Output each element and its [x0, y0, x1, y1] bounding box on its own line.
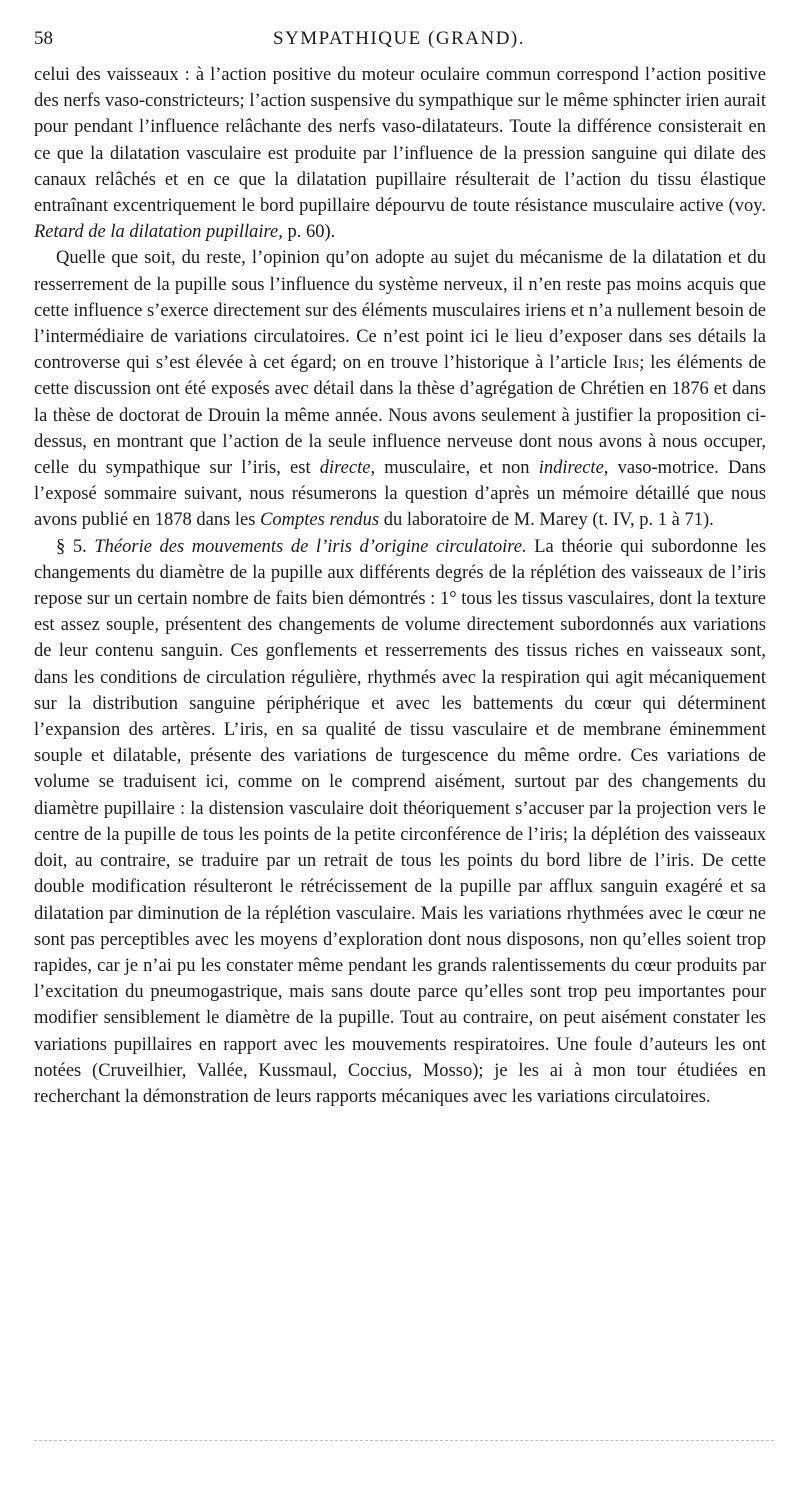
- publication-title: Comptes rendus: [260, 510, 380, 531]
- paragraph-2-text-d: , vaso-motrice. Dans l’exposé sommaire suivant, nous résumerons la question d’après un mémoire détaillé que nous avons publié en 1878 dans les: [34, 458, 767, 531]
- cross-reference: Retard de la dilatation pupillaire,: [34, 222, 283, 243]
- paragraph-2-text-c: , musculaire, et non: [370, 458, 539, 479]
- paragraph-2-text-e: du laboratoire de M. Marey (t. IV, p. 1 à 71).: [379, 510, 714, 531]
- term-directe: directe: [319, 458, 371, 479]
- footer-rule: [34, 1440, 774, 1441]
- paragraph-1: [34, 62, 766, 245]
- paragraph-3-text: La théorie qui subordonne les changements du diamètre de la pupille aux différents degrés de la réplétion des vaisseaux de l’iris repose sur un certain nombre de faits bien démontrés : 1° tous les tissus vasculaires, dont la texture est assez souple, présentent des changements de volume directement subordonnés aux variations de leur contenu sanguin. Ces gonflements et resserrements des tissus riches en vaisseaux sont, dans les conditions de circulation régulière, rhythmés avec la respiration qui agit mécaniquement sur la distribution sanguine périphérique et avec les battements du cœur qui déterminent l’expansion des artères. L’iris, en sa qualité de tissu vasculaire et de membrane éminemment souple et dilatable, présente des variations de turgescence du même ordre. Ces variations de volume se traduisent ici, comme on le comprend aisément, surtout par des changements du diamètre pupillaire : la distension vasculaire doit théoriquement s’accuser par la projection vers le centre de la pupille de tous les points de la petite circonférence de l’iris; la déplétion des vaisseaux doit, au contraire, se traduire par un retrait de tous les points du bord libre de l’iris. De cette double modification résulteront le rétrécissement de la pupille par afflux sanguin exagéré et sa dilatation par diminution de la réplétion vasculaire. Mais les variations rhythmées avec le cœur ne sont pas perceptibles avec les moyens d’exploration dont nous disposons, non qu’elles soient trop rapides, car je n’ai pu les constater même pendant les grands ralentissements du cœur produits par l’excitation du pneumogastrique, mais sans doute parce qu’elles sont trop peu importantes pour modifier sensiblement le diamètre de la pupille. Tout au contraire, on peut aisément constater les variations pupillaires en rapport avec les mouvements respiratoires. Une foule d’auteurs les ont notées (Cruveilhier, Vallée, Kussmaul, Coccius, Mosso); je les ai à mon tour étudiées en recherchant la démonstration de leurs rapports mécaniques avec les variations circulatoires.: [34, 536, 767, 1107]
- paragraph-1-text-a: celui des vaisseaux : à l’action positive du moteur oculaire commun correspond l’action positive des nerfs vaso-constricteurs; l’action suspensive du sympathique sur le même sphincter irien aurait pour pendant l’influence relâchante des nerfs vaso-dilatateurs. Toute la différence consisterait en ce que la dilatation vasculaire est produite par l’influence de la pression sanguine qui dilate des canaux relâchés et en ce que la dilatation pupillaire résulterait de l’action du tissu élastique entraînant excentriquement le bord pupillaire dépourvu de toute résistance musculaire active (voy.: [34, 65, 766, 217]
- running-title: SYMPATHIQUE (GRAND).: [272, 28, 526, 49]
- paragraph-1-text-b: p. 60).: [282, 222, 336, 243]
- running-header: [34, 28, 764, 54]
- term-indirecte: indirecte: [538, 458, 604, 479]
- article-iris-ref: Iris: [612, 353, 640, 374]
- paragraph-3: [34, 534, 766, 1110]
- paragraph-2-text-a: Quelle que soit, du reste, l’opinion qu’on adopte au sujet du mécanisme de la dilatation et du resserrement de la pupille sous l’influence du système nerveux, il n’en reste pas moins acquis que cette influence s’exerce directement sur des éléments musculaires iriens et n’a nullement besoin de l’intermédiaire de variations circulatoires. Ce n’est point ici le lieu d’exposer dans ses détails la controverse qui s’est élevée à cet égard; on en trouve l’historique à l’article: [34, 248, 766, 374]
- section-heading: Théorie des mouvements de l’iris d’origine circulatoire.: [94, 536, 527, 557]
- section-number: § 5.: [56, 536, 87, 557]
- paragraph-2: [34, 245, 766, 533]
- body-text: [34, 62, 766, 1110]
- page-number: 58: [34, 28, 53, 49]
- paragraph-2-text-b: ; les éléments de cette discussion ont été exposés avec détail dans la thèse d’agrégation de Chrétien en 1876 et dans la thèse de doctorat de Drouin la même année. Nous avons seulement à justifier la proposition ci-dessus, en montrant que l’action de la seule influence nerveuse dont nous avons à nous occuper, celle du sympathique sur l’iris, est: [34, 353, 766, 479]
